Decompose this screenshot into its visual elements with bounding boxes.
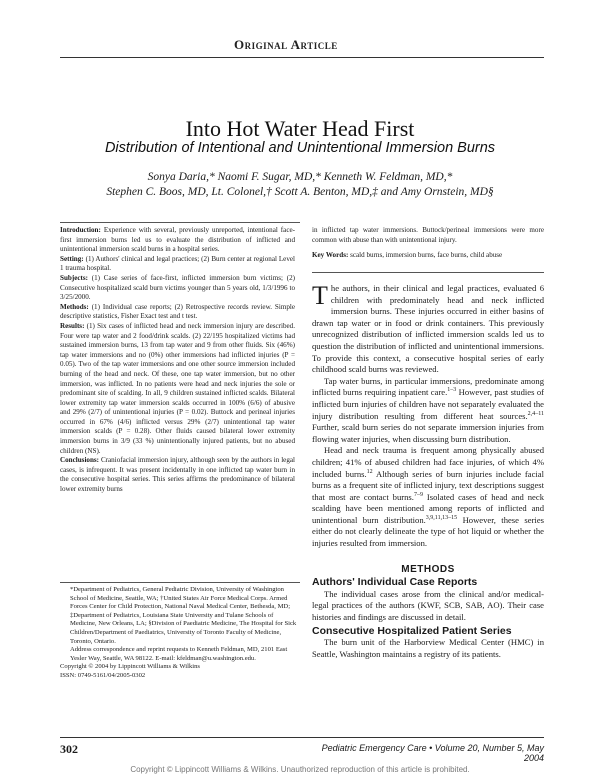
body-paragraph-3: Head and neck trauma is frequent among physically abused children; 41% of abused children had face injuries, of which 4% included burns.$^{12}$ Although series of burn injuries include facial burns as a frequent site of inflicted injury, text descriptions suggest that most are contact burns.$^{7-9}$ Isolated cases of head and neck scalding have been mentioned among reports of inflicted and unintentional burn distribution.$^{3,9,11,13-15}$ However, these series either do not clearly delineate the type of hot liquid or whether the injuries resulted from immersion.: [312, 445, 544, 549]
body-paragraph-5: The burn unit of the Harborview Medical Center (HMC) in Seattle, Washington maintains a registry of its patients.: [312, 637, 544, 659]
abstract-continued-text: in inflicted tap water immersions. Buttock/perineal immersions were more common with abuse than with unintentional injury.: [312, 226, 544, 244]
footnote-rule: [60, 582, 300, 583]
abstract-setting: Setting: (1) Authors' clinical and legal practices; (2) Burn center at regional Level 1 trauma hospital.: [60, 254, 295, 273]
subheading-case-reports: Authors' Individual Case Reports: [312, 576, 478, 589]
abstract-bottom-rule: [312, 272, 544, 273]
abstract-top-rule: [60, 222, 300, 223]
authors-line-2: Stephen C. Boos, MD, Lt. Colonel,† Scott A. Benton, MD,‡ and Amy Ornstein, MD§: [106, 186, 494, 198]
abstract-conclusions: Conclusions: Craniofacial immersion injury, although seen by the authors in legal cases, is infrequent. It was present incidentally in one inflicted tap water burn in the consecutive hospital series. This series affirms the predominance of bilateral lower extremity burns: [60, 456, 295, 494]
article-title: Into Hot Water Head First: [185, 116, 415, 141]
footer-rule: [60, 737, 544, 738]
article-subtitle: Distribution of Intentional and Unintentional Immersion Burns: [104, 140, 496, 156]
author-list: [0, 170, 600, 200]
methods-heading: METHODS: [401, 563, 455, 575]
section-heading: Original Article: [234, 37, 338, 52]
dropcap-letter: T: [312, 281, 328, 310]
keywords: Key Words: scald burns, immersion burns, face burns, child abuse: [312, 251, 503, 260]
abstract-introduction: Introduction: Experience with several, previously unreported, intentional face-first immersion burns led us to evaluate the distribution of inflicted and unintentional immersion scald burns in a hospital series.: [60, 226, 295, 254]
footnote-issn: ISSN: 0749-5161/04/2005-0302: [60, 671, 146, 679]
abstract-results: Results: (1) Six cases of inflicted head and neck immersion injury are described. Four were tap water and 2 food/drink scalds. (2) 22/195 hospitalized victims had sustained immersion burns, 13 from tap water and 9 from other fluids. Six (46%) tap water immersions and no (0%) other immersions had inflicted injuries (P = 0.05). Two of the tap water immersions and one other source immersion included burning of the head and neck. Of these, one tap water immersion, but no other immersion, was inflicted. In no patients were head and neck injuries the sole or predominant site of scalding. In all, 9 children sustained inflicted scalds. Bilateral lower extremity tap water immersion scalds occurred in 100% (6/6) of abusive and 29% (2/7) of unintentional injuries (P = 0.02). Buttock and perineal injuries occurred in 67% (4/6) inflicted versus 29% (2/7) unintentional tap water immersion scalds (P = 0.28). Other fluids caused bilateral lower extremity immersion burns in 3/9 (33 %) unintentionally injured patients, but no abused children (NS).: [60, 321, 295, 455]
footnotes: [60, 586, 300, 681]
abstract-subjects: Subjects: (1) Case series of face-first, inflicted immersion burn victims; (2) Consecutive hospitalized scald burn victims younger than 5 years old, 1/3/1996 to 3/25/2000.: [60, 273, 295, 302]
footnote-correspondence: Address correspondence and reprint requests to Kenneth Feldman, MD, 2101 East Yesler Way, Seattle, WA 98122. E-mail: kfeldman@u.washington.edu.: [70, 646, 288, 662]
abstract: [60, 226, 295, 495]
page-number: 302: [60, 742, 78, 756]
body-paragraph-1: The authors, in their clinical and legal practices, evaluated 6 children with predominately head and neck inflicted immersion burns. These injuries occurred in either basins of drawn tap water or in food or drink containers. This previously unrecognized distribution of inflicted immersion scalds led us to question the distribution of inflicted and unintentional immersions. To provide this context, a consecutive hospital series of early childhood scald burns was reviewed.: [312, 281, 544, 375]
footnote-affiliations: *Department of Pediatrics, General Pediatric Division, University of Washington School of Medicine, Seattle, WA; †United States Air Force Medical Corps. Armed Forces Center for Child Protection, National Naval Medical Center, Bethesda, MD; ‡Department of Pediatrics, Louisiana State University and Tulane Schools of Medicine, New Orleans, LA; §Division of Paediatric Medicine, The Hospital for Sick Children/Department of Paediatrics, University of Toronto Faculty of Medicine, Toronto, Ontario.: [70, 586, 297, 645]
header-rule: [60, 57, 544, 58]
subheading-patient-series: Consecutive Hospitalized Patient Series: [312, 624, 512, 637]
copyright-notice: Copyright © Lippincott Williams & Wilkins. Unauthorized reproduction of this article is prohibited.: [130, 765, 470, 774]
body-paragraph-2: Tap water burns, in particular immersions, predominate among inflicted burns requiring inpatient care.$^{1-3}$ However, past studies of inflicted burn injuries of children have not separately evaluated the injury distribution resulting from different heat sources.$^{2,4-11}$ Further, scald burn series do not separate immersion injuries from flowing water injuries, when discussing burn distribution.: [312, 375, 544, 444]
abstract-continued: [312, 226, 544, 261]
abstract-methods: Methods: (1) Individual case reports; (2) Retrospective records review. Simple descriptive statistics, Fisher Exact test and t test.: [60, 302, 295, 321]
journal-citation: Pediatric Emergency Care • Volume 20, Number 5, May 2004: [321, 743, 544, 763]
body-paragraph-4: The individual cases arose from the clinical and/or medical-legal practices of the authors (KWF, SCB, SAB, AO). Their case histories and findings are discussed in detail.: [312, 588, 544, 623]
article-body: [312, 283, 544, 660]
footnote-copyright: Copyright © 2004 by Lippincott Williams & Wilkins: [60, 663, 200, 671]
authors-line-1: Sonya Daria,* Naomi F. Sugar, MD,* Kenneth W. Feldman, MD,*: [147, 171, 453, 183]
